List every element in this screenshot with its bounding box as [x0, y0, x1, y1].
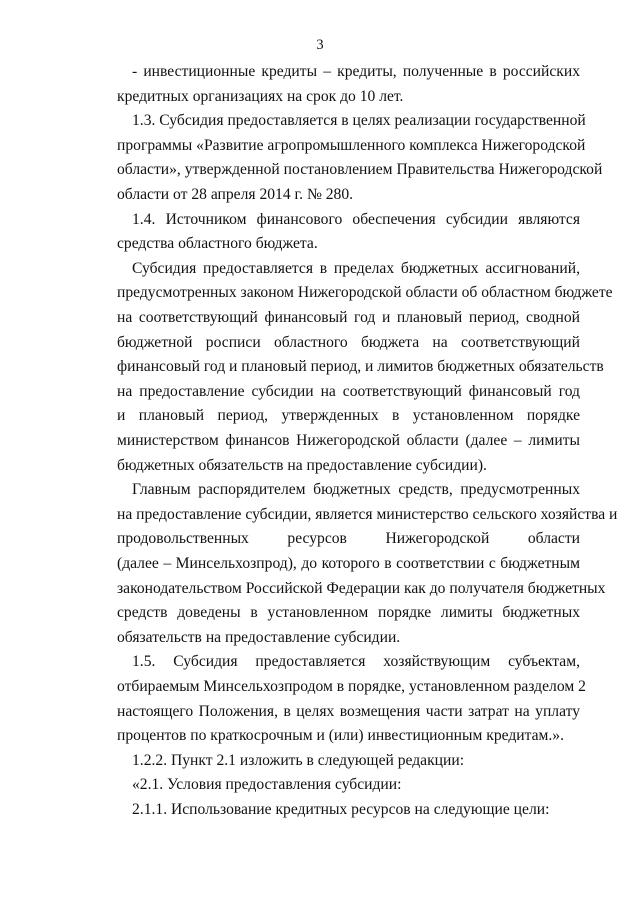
text-line: 2.1.1. Использование кредитных ресурсов на следующие цели: — [132, 801, 550, 818]
text-line: области», утвержденной постановлением Правительства Нижегородской — [117, 161, 603, 179]
text-line: программы «Развитие агропромышленного комплекса Нижегородской — [117, 136, 586, 154]
text-line: отбираемым Минсельхозпродом в порядке, установленном разделом 2 — [117, 678, 586, 695]
text-line: 1.2.2. Пункт 2.1 изложить в следующей редакции: — [132, 751, 465, 769]
text-line: на предоставление субсидии, является министерство сельского хозяйства и — [117, 505, 618, 523]
text-line: области от 28 апреля 2014 г. № 280. — [117, 186, 354, 203]
text-line: бюджетной росписи областного бюджета на соответствующий — [117, 333, 580, 351]
text-line: (далее – Минсельхозпрод), до которого в соответствии с бюджетным — [117, 555, 580, 572]
text-line: министерством финансов Нижегородской области (далее – лимиты — [117, 432, 580, 449]
text-line: Субсидия предоставляется в пределах бюджетных ассигнований, — [132, 259, 580, 277]
text-line: 1.4. Источником финансового обеспечения субсидии являются — [132, 210, 580, 228]
text-line: настоящего Положения, в целях возмещения части затрат на уплату — [117, 702, 580, 720]
text-line: на соответствующий финансовый год и плановый период, сводной — [117, 309, 580, 326]
text-line: процентов по краткосрочным и (или) инвестиционным кредитам.». — [117, 727, 565, 745]
text-line: законодательством Российской Федерации как до получателя бюджетных — [117, 579, 606, 597]
text-line: 1.3. Субсидия предоставляется в целях реализации государственной — [132, 112, 586, 130]
text-line: кредитных организациях на срок до 10 лет. — [117, 87, 404, 105]
text-line: средств доведены в установленном порядке лимиты бюджетных — [117, 604, 580, 622]
text-line: на предоставление субсидии на соответствующий финансовый год — [117, 382, 580, 400]
text-line: финансовый год и плановый период, и лимитов бюджетных обязательств — [117, 358, 604, 376]
text-line: «2.1. Условия предоставления субсидии: — [132, 776, 402, 794]
text-line: продовольственных ресурсов Нижегородской области — [117, 530, 580, 548]
text-line: Главным распорядителем бюджетных средств, предусмотренных — [132, 481, 580, 499]
text-line: предусмотренных законом Нижегородской области об областном бюджете — [117, 284, 613, 302]
text-line: бюджетных обязательств на предоставление субсидии). — [117, 456, 487, 474]
text-line: средства областного бюджета. — [117, 235, 318, 253]
text-line: 1.5. Субсидия предоставляется хозяйствующим субъектам, — [132, 653, 580, 671]
text-line: обязательств на предоставление субсидии. — [117, 628, 401, 646]
text-line: и плановый период, утвержденных в установленном порядке — [117, 407, 580, 425]
page-number: 3 — [316, 37, 324, 53]
text-line: - инвестиционные кредиты – кредиты, полученные в российских — [132, 63, 580, 80]
